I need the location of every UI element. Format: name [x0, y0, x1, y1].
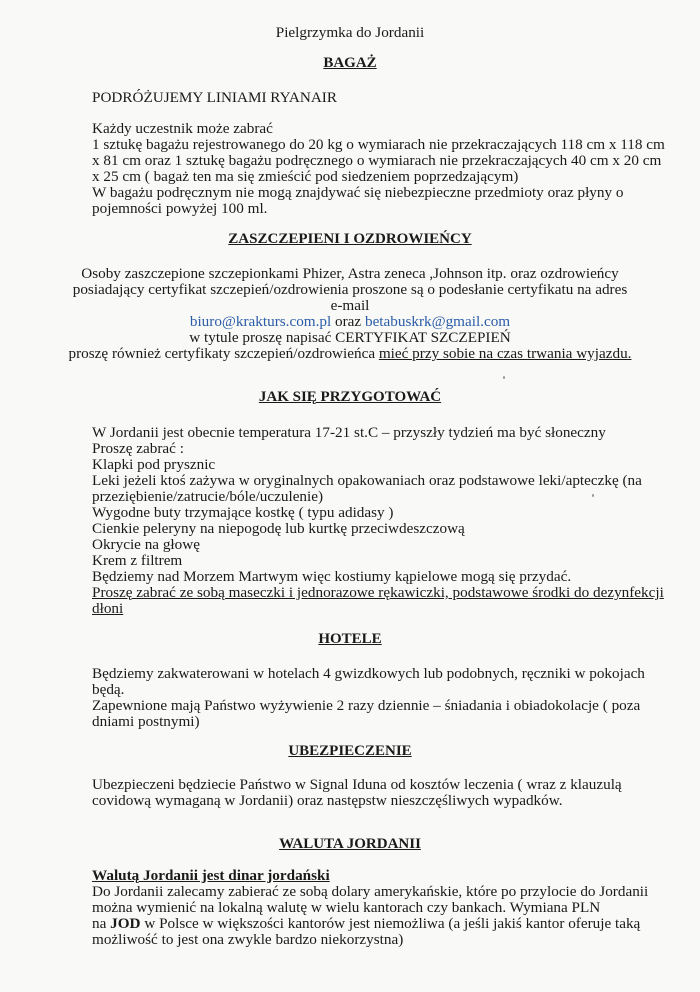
currency-code-jod: JOD: [110, 915, 141, 932]
waluta-subheading: Walutą Jordanii jest dinar jordański: [92, 867, 330, 884]
text-line: można wymienić na lokalną walutę w wielu kantorach czy bankach. Wymiana PLN: [92, 899, 601, 916]
heading-przygotowanie: JAK SIĘ PRZYGOTOWAĆ: [258, 389, 442, 405]
text-underlined: mieć przy sobie na czas trwania wyjazdu.: [378, 345, 632, 362]
text-line-underlined: dłoni: [92, 600, 124, 617]
text-line: Będziemy nad Morzem Martwym więc kostiumy kąpielowe mogą się przydać.: [92, 568, 572, 585]
text-line: będą.: [92, 681, 125, 698]
text-plain: w Polsce w większości kantorów jest niemożliwa (a jeśli jakiś kantor oferuje taką: [140, 915, 641, 932]
document-title: Pielgrzymka do Jordanii: [275, 24, 425, 41]
text-line: pojemności powyżej 100 ml.: [92, 200, 268, 217]
text-plain: na: [92, 915, 111, 932]
scan-speck: [592, 494, 594, 497]
text-plain: proszę również certyfikaty szczepień/ozdrowieńca: [68, 345, 379, 362]
text-line: Zapewnione mają Państwo wyżywienie 2 razy dziennie – śniadania i obiadokolacje ( poza: [92, 697, 641, 714]
heading-ubezpieczenie: UBEZPIECZENIE: [288, 743, 412, 759]
email-link-betabus[interactable]: betabuskrk@gmail.com: [364, 313, 511, 330]
text-line: Będziemy zakwaterowani w hotelach 4 gwizdkowych lub podobnych, ręczniki w pokojach: [92, 665, 645, 682]
text-line: Leki jeżeli ktoś zażywa w oryginalnych opakowaniach oraz podstawowe leki/apteczkę (na: [92, 472, 642, 489]
email-line: [0, 313, 700, 330]
scan-speck: [503, 376, 505, 379]
text-line-underlined: Proszę zabrać ze sobą maseczki i jednorazowe rękawiczki, podstawowe środki do dezynfekcji: [92, 584, 664, 601]
text-line: Klapki pod prysznic: [92, 456, 216, 473]
text-line: [0, 345, 700, 362]
text-line: możliwość to jest ona zwykle bardzo niekorzystna): [92, 931, 404, 948]
text-line: Cienkie peleryny na niepogodę lub kurtkę przeciwdeszczową: [92, 520, 465, 537]
email-link-biuro[interactable]: biuro@krakturs.com.pl: [189, 313, 332, 330]
text-line: Ubezpieczeni będziecie Państwo w Signal Iduna od kosztów leczenia ( wraz z klauzulą: [92, 776, 622, 793]
text-line: Osoby zaszczepione szczepionkami Phizer, Astra zeneca ,Johnson itp. oraz ozdrowieńcy: [81, 265, 619, 282]
text-line: Krem z filtrem: [92, 552, 183, 569]
email-joiner: oraz: [331, 313, 365, 330]
heading-bagaz: BAGAŻ: [323, 55, 377, 71]
heading-zaszczepieni: ZASZCZEPIENI I OZDROWIEŃCY: [228, 231, 472, 247]
text-line: Wygodne buty trzymające kostkę ( typu adidasy ): [92, 504, 394, 521]
heading-waluta: WALUTA JORDANII: [279, 836, 421, 852]
text-line: [92, 915, 640, 932]
text-line: x 25 cm ( bagaż ten ma się zmieścić pod siedzeniem poprzedzającym): [92, 168, 519, 185]
text-line: Proszę zabrać :: [92, 440, 184, 457]
text-line: posiadający certyfikat szczepień/ozdrowienia proszone są o podesłanie certyfikatu na adres: [72, 281, 628, 298]
text-line: 1 sztukę bagażu rejestrowanego do 20 kg o wymiarach nie przekraczających 118 cm x 118 cm: [92, 136, 665, 153]
text-line: Okrycie na głowę: [92, 536, 200, 553]
heading-hotele: HOTELE: [318, 631, 382, 647]
text-line: Do Jordanii zalecamy zabierać ze sobą dolary amerykańskie, które po przylocie do Jordanii: [92, 883, 649, 900]
text-line: x 81 cm oraz 1 sztukę bagażu podręcznego o wymiarach nie przekraczających 40 cm x 20 cm: [92, 152, 662, 169]
text-line: W bagażu podręcznym nie mogą znajdywać się niebezpieczne przedmioty oraz płyny o: [92, 184, 624, 201]
airline-line: PODRÓŻUJEMY LINIAMI RYANAIR: [92, 89, 337, 106]
text-line: covidową wymaganą w Jordanii) oraz następstw nieszczęśliwych wypadków.: [92, 792, 563, 809]
text-line: e-mail: [330, 297, 370, 314]
text-line: dniami postnymi): [92, 713, 200, 730]
text-line: Każdy uczestnik może zabrać: [92, 120, 273, 137]
text-line: W Jordanii jest obecnie temperatura 17-21 st.C – przyszły tydzień ma być słoneczny: [92, 424, 606, 441]
text-line: przeziębienie/zatrucie/bóle/uczulenie): [92, 488, 324, 505]
text-line: w tytule proszę napisać CERTYFIKAT SZCZEPIEŃ: [189, 329, 511, 346]
